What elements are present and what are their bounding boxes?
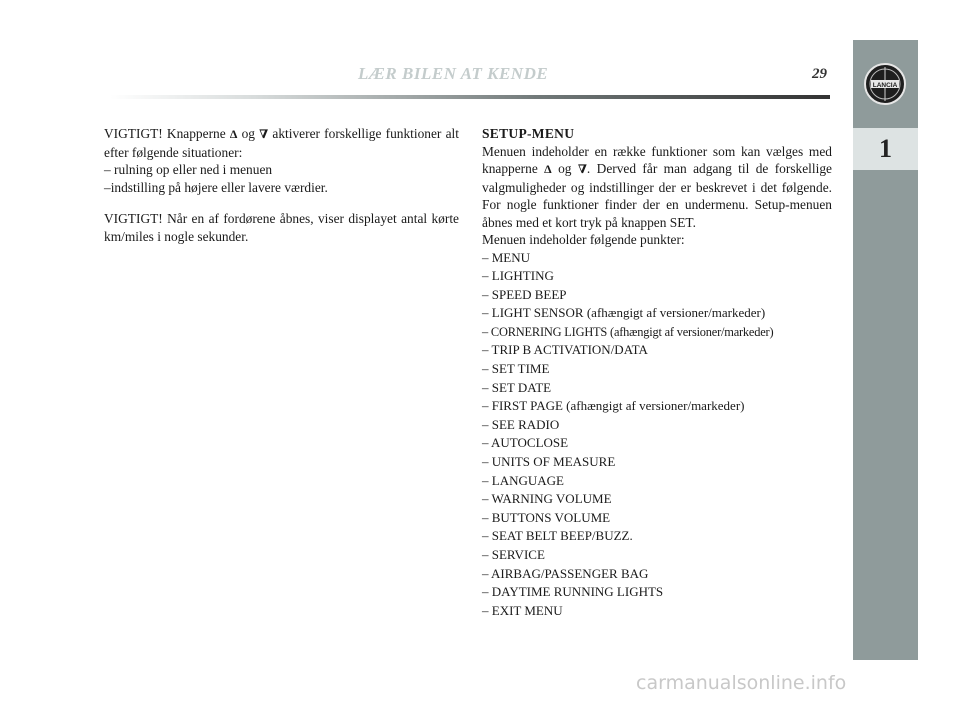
list-item: – AIRBAG/PASSENGER BAG	[482, 565, 649, 581]
list-item: – TRIP B ACTIVATION/DATA	[482, 342, 648, 358]
list-item: – CORNERING LIGHTS (afhængigt af versioner/markeder)	[482, 324, 774, 339]
situation-item-scroll: – rulning op eller ned i menuen	[104, 162, 273, 177]
list-item: – SET DATE	[482, 379, 552, 395]
list-item: – UNITS OF MEASURE	[482, 454, 616, 470]
situation-item-adjust: –indstilling på højere eller lavere værdier.	[104, 179, 328, 195]
list-item: – AUTOCLOSE	[482, 435, 569, 451]
list-item: – SEE RADIO	[482, 416, 560, 432]
important-note-buttons: VIGTIGT! Knapperne Δ og ∇ aktiverer forskellige funktioner alt efter følgende situationer:	[104, 126, 459, 160]
list-item: – LANGUAGE	[482, 472, 564, 488]
section-title: SETUP-MENU	[482, 126, 575, 141]
down-triangle-icon: ∇	[577, 162, 587, 176]
setup-menu-intro: Menuen indeholder en række funktioner som kan vælges med knapperne Δ og ∇. Derved får man adgang til de forskellige valgmuligheder og indstillinger der er beskrevet i det følgende. For nogle funktioner finder der en undermenu. Setup-menuen åbnes med et kort tryk på knappen SET.	[482, 143, 832, 230]
list-item: – MENU	[482, 249, 531, 265]
page-number: 29	[812, 66, 827, 82]
watermark-link[interactable]: carmanualsonline.info	[636, 672, 847, 694]
list-item: – LIGHT SENSOR (afhængigt af versioner/markeder)	[482, 305, 766, 321]
right-column	[482, 125, 832, 620]
list-item: – DAYTIME RUNNING LIGHTS	[482, 584, 664, 600]
chapter-tab: 1	[853, 128, 918, 170]
list-item: – SEAT BELT BEEP/BUZZ.	[482, 528, 633, 544]
left-column	[104, 125, 459, 245]
list-item: – BUTTONS VOLUME	[482, 509, 611, 525]
svg-text:LANCIA: LANCIA	[872, 82, 898, 89]
list-item: – WARNING VOLUME	[482, 491, 612, 507]
list-item: – SERVICE	[482, 547, 545, 562]
menu-list-intro: Menuen indeholder følgende punkter:	[482, 232, 685, 247]
list-item: – SPEED BEEP	[482, 286, 567, 302]
setup-menu-list	[482, 249, 832, 621]
up-triangle-icon: Δ	[229, 127, 238, 141]
list-item: – EXIT MENU	[482, 602, 563, 618]
header-rule	[110, 95, 830, 99]
up-triangle-icon: Δ	[544, 162, 552, 176]
page-header-title: LÆR BILEN AT KENDE	[358, 64, 549, 83]
list-item: – FIRST PAGE (afhængigt af versioner/markeder)	[482, 398, 745, 414]
lancia-logo-icon	[863, 62, 907, 106]
important-note-doors: VIGTIGT! Når en af fordørene åbnes, viser displayet antal kørte km/miles i nogle sekunder.	[104, 211, 459, 244]
list-item: – LIGHTING	[482, 268, 554, 284]
down-triangle-icon: ∇	[259, 127, 269, 141]
list-item: – SET TIME	[482, 361, 550, 377]
